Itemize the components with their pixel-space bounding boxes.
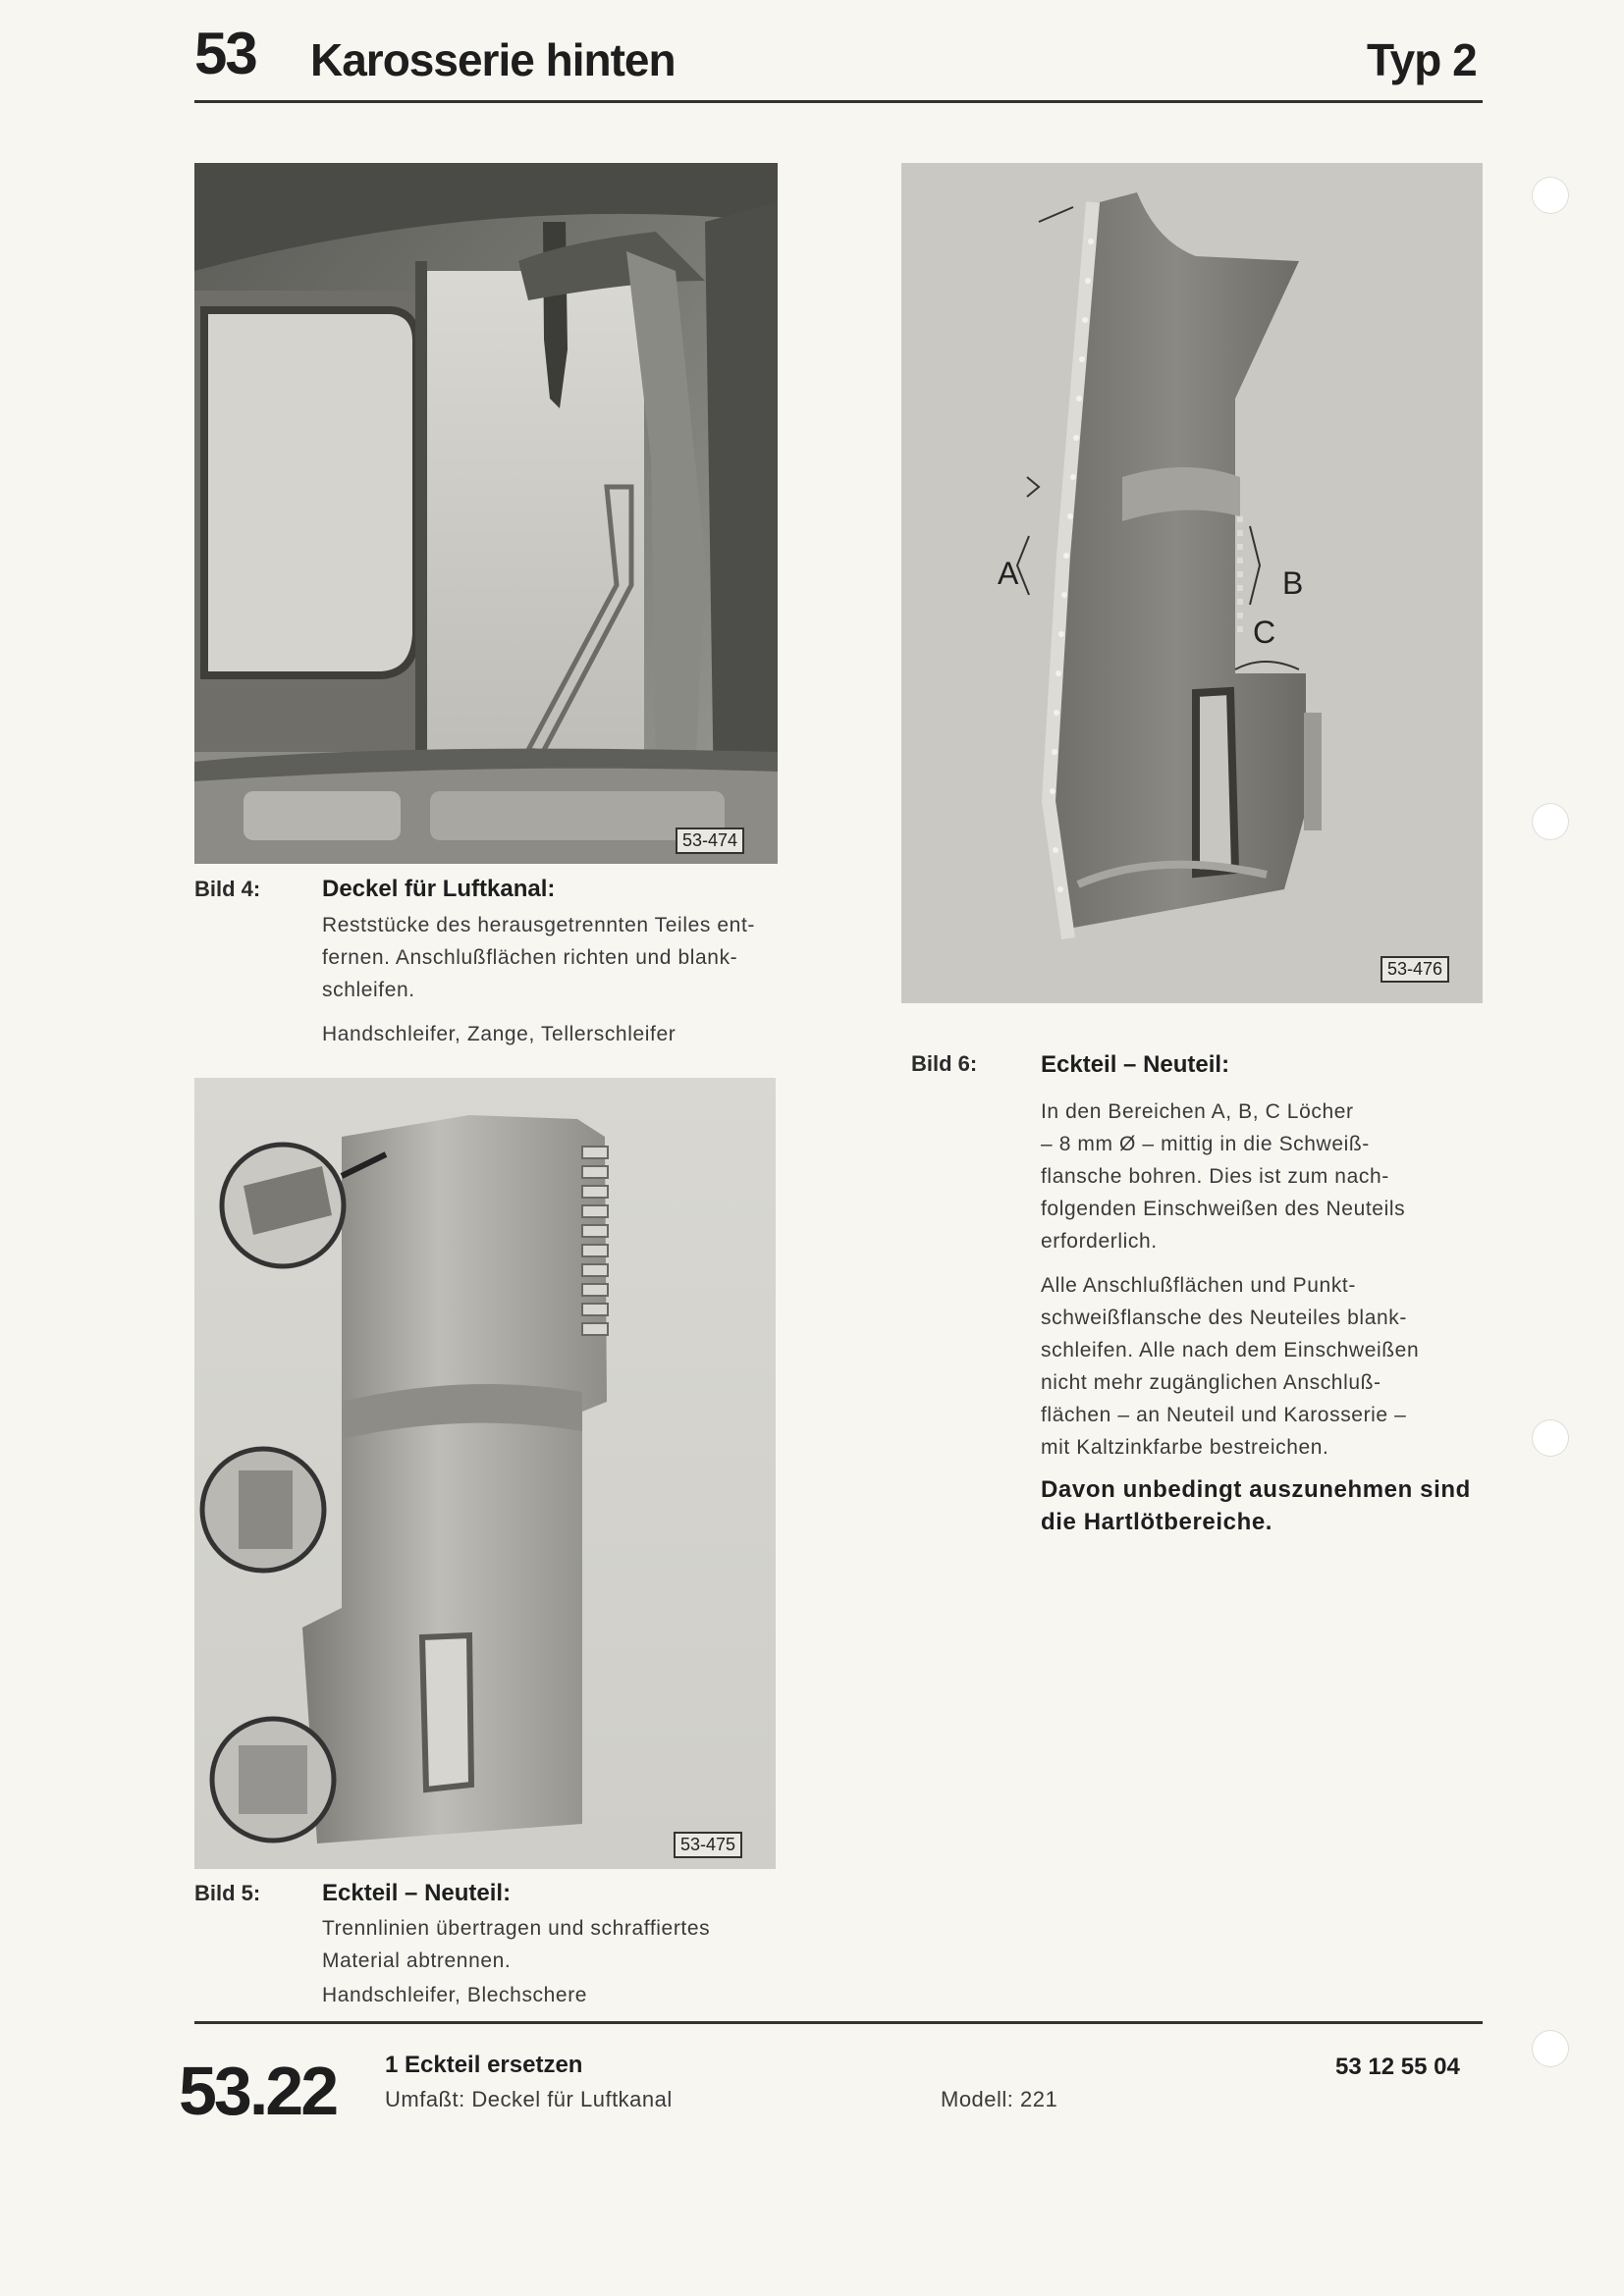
text-line: fernen. Anschlußflächen richten und blank- xyxy=(322,946,738,969)
footer-code: 53 12 55 04 xyxy=(1335,2054,1460,2080)
text-line: nicht mehr zugänglichen Anschluß- xyxy=(1041,1371,1381,1394)
warning-note-line: Davon unbedingt auszunehmen sind xyxy=(1041,1476,1471,1503)
marker-c: C xyxy=(1253,614,1276,650)
binder-hole xyxy=(1532,2030,1569,2067)
photo-bild-5 xyxy=(194,1078,776,1869)
photo-ref-53-475: 53-475 xyxy=(674,1832,742,1858)
vehicle-type: Typ 2 xyxy=(1367,34,1477,85)
figure-label-bild-5: Bild 5: xyxy=(194,1881,261,1905)
text-line: In den Bereichen A, B, C Löcher xyxy=(1041,1100,1354,1123)
text-line: flächen – an Neuteil und Karosserie – xyxy=(1041,1404,1407,1426)
section-title: Karosserie hinten xyxy=(310,34,676,85)
page-number: 53.22 xyxy=(179,2053,337,2129)
marker-a: A xyxy=(998,556,1019,591)
photo-ref-53-474: 53-474 xyxy=(676,828,744,854)
text-line: schleifen. xyxy=(322,979,415,1001)
text-line: Material abtrennen. xyxy=(322,1949,512,1972)
text-line: Trennlinien übertragen und schraffiertes xyxy=(322,1917,711,1940)
marker-b: B xyxy=(1282,565,1304,601)
figure-text-bild-5 xyxy=(322,1912,774,2011)
footer-rule xyxy=(194,2021,1483,2024)
figure-heading-bild-6: Eckteil – Neuteil: xyxy=(1041,1051,1230,1078)
text-line: erforderlich. xyxy=(1041,1230,1158,1253)
figure-label-bild-6: Bild 6: xyxy=(911,1051,978,1076)
text-line: mit Kaltzinkfarbe bestreichen. xyxy=(1041,1436,1329,1459)
text-line: – 8 mm Ø – mittig in die Schweiß- xyxy=(1041,1133,1370,1155)
text-line: schweißflansche des Neuteiles blank- xyxy=(1041,1307,1407,1329)
binder-hole xyxy=(1532,177,1569,214)
footer-title: 1 Eckteil ersetzen xyxy=(385,2052,583,2078)
figure-text-bild-6 xyxy=(1041,1095,1492,1538)
text-line: Alle Anschlußflächen und Punkt- xyxy=(1041,1274,1356,1297)
header-rule xyxy=(194,100,1483,103)
photo-bild-6 xyxy=(901,163,1483,1003)
footer-subtitle: Umfaßt: Deckel für Luftkanal xyxy=(385,2087,673,2111)
photo-bild-4 xyxy=(194,163,778,864)
text-line: flansche bohren. Dies ist zum nach- xyxy=(1041,1165,1389,1188)
footer-model: Modell: 221 xyxy=(941,2087,1058,2111)
text-line: schleifen. Alle nach dem Einschweißen xyxy=(1041,1339,1420,1362)
figure-text-bild-4 xyxy=(322,909,774,1050)
figure-heading-bild-4: Deckel für Luftkanal: xyxy=(322,876,556,902)
tools-line: Handschleifer, Blechschere xyxy=(322,1984,588,2006)
figure-heading-bild-5: Eckteil – Neuteil: xyxy=(322,1880,512,1906)
text-line: folgenden Einschweißen des Neuteils xyxy=(1041,1198,1406,1220)
section-number: 53 xyxy=(194,21,256,86)
binder-hole xyxy=(1532,803,1569,840)
tools-line: Handschleifer, Zange, Tellerschleifer xyxy=(322,1023,677,1045)
binder-hole xyxy=(1532,1419,1569,1457)
warning-note-line: die Hartlötbereiche. xyxy=(1041,1509,1273,1535)
figure-label-bild-4: Bild 4: xyxy=(194,877,261,901)
photo-ref-53-476: 53-476 xyxy=(1380,956,1449,983)
text-line: Reststücke des herausgetrennten Teiles ent- xyxy=(322,914,755,936)
